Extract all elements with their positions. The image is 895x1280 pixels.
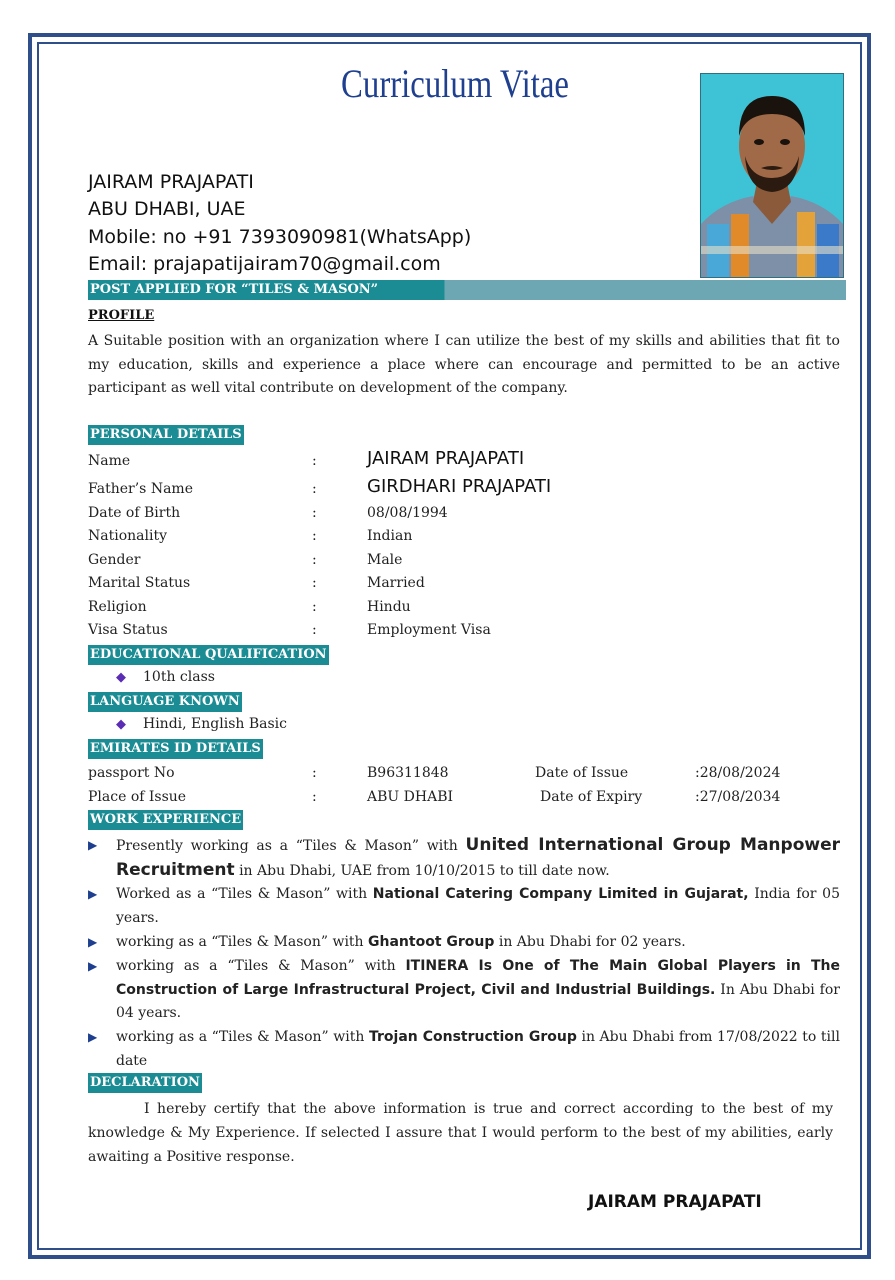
document-title: Curriculum Vitae [341, 61, 569, 106]
colon-separator: : [312, 765, 317, 781]
signature-name: JAIRAM PRAJAPATI [588, 1192, 762, 1212]
issue-place-value: ABU DHABI [367, 789, 454, 805]
colon-separator: : [312, 789, 317, 805]
personal-label: Father’s Name [88, 481, 193, 497]
arrow-bullet-icon: ▶ [88, 838, 98, 852]
arrow-bullet-icon: ▶ [88, 959, 98, 973]
emirates-id-heading: EMIRATES ID DETAILS [88, 739, 263, 759]
diamond-bullet-icon: ◆ [116, 670, 126, 685]
personal-value: Employment Visa [367, 622, 491, 638]
diamond-bullet-icon: ◆ [116, 717, 126, 732]
work-experience-heading: WORK EXPERIENCE [88, 810, 243, 830]
work-item: ▶ working as a “Tiles & Mason” with Ghantoot Group in Abu Dhabi for 02 years. [88, 931, 840, 955]
personal-value: 08/08/1994 [367, 505, 448, 521]
work-item: ▶ working as a “Tiles & Mason” with Trojan Construction Group in Abu Dhabi from 17/08/2022 to till date [88, 1026, 840, 1073]
education-item: 10th class [143, 669, 215, 685]
personal-value: Married [367, 575, 425, 591]
header-name: JAIRAM PRAJAPATI [88, 171, 254, 193]
language-heading: LANGUAGE KNOWN [88, 692, 242, 712]
language-item: Hindi, English Basic [143, 716, 287, 732]
personal-label: Visa Status [88, 622, 168, 638]
colon-separator: : [312, 505, 317, 521]
colon-separator: : [312, 622, 317, 638]
personal-label: Date of Birth [88, 505, 181, 521]
profile-photo [700, 73, 844, 278]
issue-date-label: Date of Issue [535, 765, 629, 781]
personal-label: Name [88, 453, 131, 469]
expiry-date-value: :27/08/2034 [695, 789, 781, 805]
issue-place-label: Place of Issue [88, 789, 187, 805]
personal-label: Gender [88, 552, 141, 568]
personal-details-heading: PERSONAL DETAILS [88, 425, 244, 445]
profile-heading: PROFILE [88, 308, 155, 323]
colon-separator: : [312, 453, 317, 469]
profile-text: A Suitable position with an organization where I can utilize the best of my skills and abilities that fit to my education, skills and experience a place where can encourage and permitted to be an active participant as well vital contribute on development of the company. [88, 333, 840, 396]
personal-label: Marital Status [88, 575, 191, 591]
header-email: Email: prajapatijairam70@gmail.com [88, 253, 441, 275]
colon-separator: : [312, 599, 317, 615]
arrow-bullet-icon: ▶ [88, 935, 98, 949]
colon-separator: : [312, 528, 317, 544]
colon-separator: : [312, 481, 317, 497]
personal-value: Male [367, 552, 403, 568]
personal-label: Nationality [88, 528, 167, 544]
header-mobile: Mobile: no +91 7393090981(WhatsApp) [88, 226, 472, 248]
colon-separator: : [312, 575, 317, 591]
colon-separator: : [312, 552, 317, 568]
declaration-text: I hereby certify that the above information is true and correct according to the best of my knowledge & My Experience. If selected I assure that I would perform to the best of my abilities, early awaiting a Positive response. [88, 1101, 833, 1165]
personal-value: Indian [367, 528, 413, 544]
work-item: ▶ Presently working as a “Tiles & Mason” with United International Group Manpower Recruitment in Abu Dhabi, UAE from 10/10/2015 to till date now. [88, 835, 840, 880]
issue-date-value: :28/08/2024 [695, 765, 781, 781]
passport-value: B96311848 [367, 765, 449, 781]
personal-value: GIRDHARI PRAJAPATI [367, 476, 552, 497]
arrow-bullet-icon: ▶ [88, 887, 98, 901]
post-applied-text: POST APPLIED FOR “TILES & MASON” [90, 282, 379, 297]
declaration-heading: DECLARATION [88, 1073, 202, 1093]
header-location: ABU DHABI, UAE [88, 198, 246, 220]
work-item: ▶ working as a “Tiles & Mason” with ITINERA Is One of The Main Global Players in The Construction of Large Infrastructural Project, Civil and Industrial Buildings. In Abu Dhabi for 04 years. [88, 955, 840, 1026]
passport-label: passport No [88, 765, 175, 781]
post-applied-bar [88, 280, 846, 300]
work-item: ▶ Worked as a “Tiles & Mason” with National Catering Company Limited in Gujarat, India for 05 years. [88, 883, 840, 930]
expiry-date-label: Date of Expiry [540, 789, 643, 805]
personal-value: Hindu [367, 599, 411, 615]
arrow-bullet-icon: ▶ [88, 1030, 98, 1044]
personal-value: JAIRAM PRAJAPATI [367, 448, 525, 469]
education-heading: EDUCATIONAL QUALIFICATION [88, 645, 329, 665]
personal-label: Religion [88, 599, 147, 615]
